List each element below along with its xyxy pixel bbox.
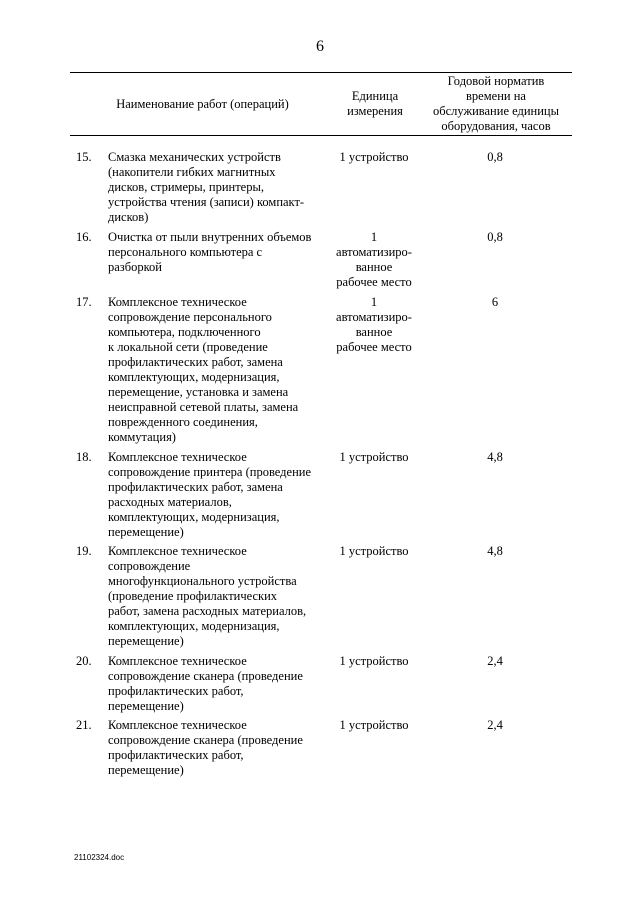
row-norm: 2,4 xyxy=(487,718,503,732)
row-norm: 2,4 xyxy=(487,654,503,668)
row-norm: 4,8 xyxy=(487,450,503,464)
row-work-name: Комплексное техническое сопровождение сканера (проведение профилактических работ, перемещение) xyxy=(108,718,303,777)
header-unit-text: Единица измерения xyxy=(347,89,403,118)
row-norm: 0,8 xyxy=(487,150,503,164)
header-work-name: Наименование работ (операций) xyxy=(116,96,289,111)
row-unit: 1 автоматизиро- ванное рабочее место xyxy=(336,295,412,354)
page-number: 6 xyxy=(316,38,324,55)
file-name-footer: 21102324.doc xyxy=(74,853,125,862)
row-work-name: Смазка механических устройств (накопители гибких магнитных дисков, стримеры, принтеры, устройства чтения (записи) компакт- дисков) xyxy=(108,150,305,224)
row-number: 20. xyxy=(76,654,92,668)
row-norm: 6 xyxy=(491,295,499,309)
row-number: 21. xyxy=(76,718,92,732)
row-unit: 1 устройство xyxy=(339,654,409,668)
row-number: 15. xyxy=(76,150,92,164)
row-work-name: Комплексное техническое сопровождение многофункционального устройства (проведение профилактических работ, замена расходных материалов, комплектующих, модернизация, перемещение) xyxy=(108,544,307,648)
row-number: 19. xyxy=(76,544,92,558)
row-unit: 1 устройство xyxy=(339,450,409,464)
row-work-name: Комплексное техническое сопровождение персонального компьютера, подключенного к локальной сети (проведение профилактических работ, замена комплектующих, модернизация, перемещение, установка и замена неисправной сетевой платы, замена поврежденного соединения, коммутация) xyxy=(108,295,299,444)
row-work-name: Очистка от пыли внутренних объемов персонального компьютера с разборкой xyxy=(108,230,312,274)
row-norm: 4,8 xyxy=(487,544,503,558)
row-norm: 0,8 xyxy=(487,230,503,244)
row-unit: 1 устройство xyxy=(339,718,409,732)
row-unit: 1 устройство xyxy=(339,544,409,558)
row-number: 18. xyxy=(76,450,92,464)
row-number: 16. xyxy=(76,230,92,244)
row-number: 17. xyxy=(76,295,92,309)
row-unit: 1 устройство xyxy=(339,150,409,164)
header-norm-text: Годовой норматив времени на обслуживание единицы оборудования, часов xyxy=(432,74,560,133)
row-work-name: Комплексное техническое сопровождение принтера (проведение профилактических работ, замена расходных материалов, комплектующих, модернизация, перемещение) xyxy=(108,450,311,539)
row-unit: 1 автоматизиро- ванное рабочее место xyxy=(336,230,412,289)
row-work-name: Комплексное техническое сопровождение сканера (проведение профилактических работ, перемещение) xyxy=(108,654,303,713)
